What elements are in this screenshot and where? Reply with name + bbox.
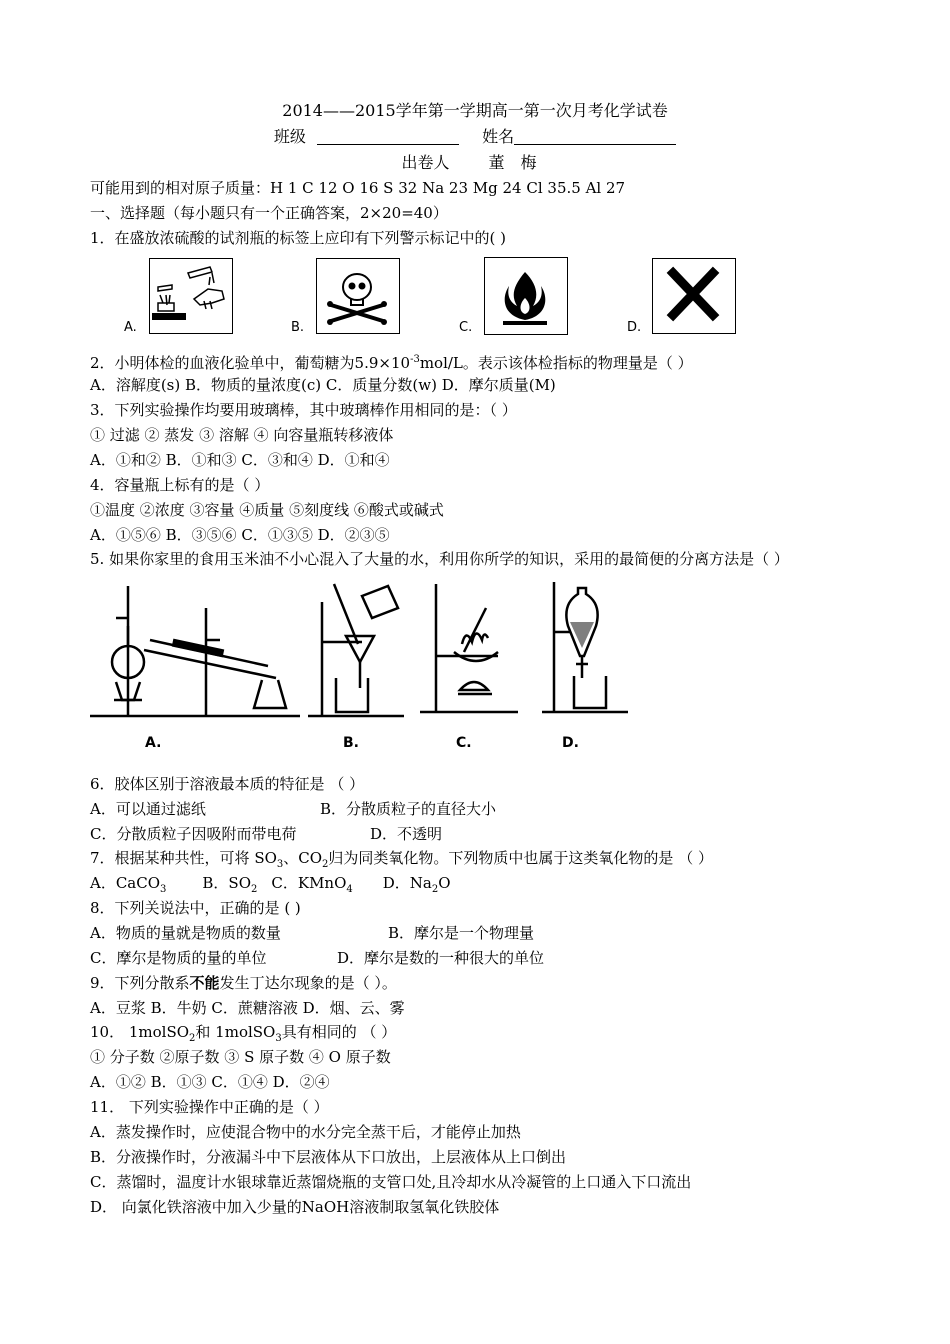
q7-sub: 3 xyxy=(276,859,284,870)
q7-option-d-tail: O xyxy=(438,874,451,892)
harmful-x-icon xyxy=(652,258,736,334)
corrosive-icon xyxy=(149,258,233,334)
q1-option-d: D. xyxy=(627,320,642,335)
filtration-apparatus-image xyxy=(306,578,406,723)
q11-option-a: A．蒸发操作时，应使混合物中的水分完全蒸干后，才能停止加热 xyxy=(90,1123,521,1141)
class-name-line xyxy=(0,126,950,148)
q9-stem xyxy=(90,973,397,993)
q5-option-d: D. xyxy=(562,735,579,751)
q8-option-c: C．摩尔是物质的量的单位 xyxy=(90,949,267,967)
q2-stem-pre: 2．小明体检的血液化验单中，葡萄糖为5.9×10 xyxy=(90,354,411,372)
q11-option-d: D． 向氯化铁溶液中加入少量的NaOH溶液制取氢氧化铁胶体 xyxy=(90,1198,500,1216)
q1-option-a: A. xyxy=(124,320,137,335)
q2-options: A．溶解度(s) B．物质的量浓度(c) C．质量分数(w) D．摩尔质量(M) xyxy=(90,376,556,394)
q11-option-b: B．分液操作时，分液漏斗中下层液体从下口放出，上层液体从上口倒出 xyxy=(90,1148,567,1166)
q8-stem: 8．下列关说法中，正确的是 ( ) xyxy=(90,899,301,917)
exam-title: 2014——2015学年第一学期高一第一次月考化学试卷 xyxy=(282,101,668,120)
q9-stem-bold: 不能 xyxy=(189,974,220,992)
q1-stem: 1．在盛放浓硫酸的试剂瓶的标签上应印有下列警示标记中的( ) xyxy=(90,229,507,247)
q6-option-b: B．分散质粒子的直径大小 xyxy=(320,800,497,818)
q8-option-a: A．物质的量就是物质的数量 xyxy=(90,924,281,942)
q6-option-d: D．不透明 xyxy=(370,825,443,843)
q10-stem-a: 10． 1molSO xyxy=(90,1023,190,1041)
q5-option-b: B. xyxy=(343,735,359,751)
q10-sub: 2 xyxy=(189,1033,196,1044)
q7-stem-b: 、CO xyxy=(283,849,323,867)
q3-options: A．①和② B．①和③ C．③和④ D．①和④ xyxy=(90,451,390,469)
q7-option-b: B．SO xyxy=(202,874,252,892)
q10-options: A．①② B．①③ C．①④ D．②④ xyxy=(90,1073,330,1091)
q1-option-b: B. xyxy=(291,320,305,335)
class-field[interactable] xyxy=(317,128,459,145)
q9-options: A．豆浆 B．牛奶 C．蔗糖溶液 D．烟、云、雾 xyxy=(90,999,405,1017)
q7-sub: 2 xyxy=(322,859,329,870)
author-label: 出卷人 xyxy=(401,153,450,172)
q3-stem: 3．下列实验操作均要用玻璃棒，其中玻璃棒作用相同的是：（ ） xyxy=(90,401,517,419)
author-name: 董 梅 xyxy=(488,153,537,172)
q7-stem xyxy=(90,848,713,875)
q7-stem-c: 归为同类氧化物。下列物质中也属于这类氧化物的是 （ ） xyxy=(328,849,713,867)
q7-sub: 2 xyxy=(431,884,439,895)
q6-stem: 6．胶体区别于溶液最本质的特征是 （ ） xyxy=(90,775,365,793)
atomic-masses: 可能用到的相对原子质量：H 1 C 12 O 16 S 32 Na 23 Mg 24 Cl 35.5 Al 27 xyxy=(90,179,626,197)
q8-option-d: D．摩尔是数的一种很大的单位 xyxy=(337,949,545,967)
q7-option-d: D．Na xyxy=(382,874,432,892)
q3-items: ① 过滤 ② 蒸发 ③ 溶解 ④ 向容量瓶转移液体 xyxy=(90,426,394,444)
q5-option-c: C. xyxy=(456,735,472,751)
q4-options: A．①⑤⑥ B．③⑤⑥ C．①③⑤ D．②③⑤ xyxy=(90,526,390,544)
q7-sub: 2 xyxy=(251,884,258,895)
class-label: 班级 xyxy=(273,127,306,146)
q11-stem: 11． 下列实验操作中正确的是（ ） xyxy=(90,1098,329,1116)
q4-items: ①温度 ②浓度 ③容量 ④质量 ⑤刻度线 ⑥酸式或碱式 xyxy=(90,501,444,519)
q10-items: ① 分子数 ②原子数 ③ S 原子数 ④ O 原子数 xyxy=(90,1048,391,1066)
q2-stem xyxy=(90,350,693,373)
q7-sub: 3 xyxy=(160,884,167,895)
q11-option-c: C．蒸馏时，温度计水银球靠近蒸馏烧瓶的支管口处,且冷却水从冷凝管的上口通入下口流出 xyxy=(90,1173,692,1191)
q9-stem-a: 9．下列分散系 xyxy=(90,974,190,992)
q6-option-a: A．可以通过滤纸 xyxy=(90,800,206,818)
q8-option-b: B．摩尔是一个物理量 xyxy=(388,924,535,942)
q6-option-c: C．分散质粒子因吸附而带电荷 xyxy=(90,825,297,843)
q4-stem: 4．容量瓶上标有的是（ ） xyxy=(90,476,270,494)
q1-option-c: C. xyxy=(459,320,473,335)
q10-stem xyxy=(90,1022,396,1049)
q2-exponent: -3 xyxy=(410,354,420,365)
q7-stem-a: 7．根据某种共性，可将 SO xyxy=(90,849,277,867)
q9-stem-b: 发生丁达尔现象的是（ ）。 xyxy=(219,974,397,992)
q5-stem: 5. 如果你家里的食用玉米油不小心混入了大量的水，利用你所学的知识，采用的最简便的分离方法是（ ） xyxy=(90,550,789,568)
q5-option-a: A. xyxy=(145,735,162,751)
evaporation-apparatus-image xyxy=(418,578,522,723)
flammable-flame-icon xyxy=(484,257,568,335)
q7-sub: 4 xyxy=(346,884,353,895)
distillation-apparatus-image xyxy=(88,578,303,723)
name-field[interactable] xyxy=(514,128,676,145)
q7-options xyxy=(90,873,451,900)
q7-option-a: A．CaCO xyxy=(90,874,161,892)
toxic-skull-icon xyxy=(316,258,400,334)
q7-option-c: C．KMnO xyxy=(271,874,347,892)
q10-stem-b: 和 1molSO xyxy=(195,1023,276,1041)
q10-sub: 3 xyxy=(275,1033,282,1044)
q10-stem-c: 具有相同的 （ ） xyxy=(281,1023,397,1041)
section-heading: 一、选择题（每小题只有一个正确答案，2×20=40） xyxy=(90,204,448,222)
name-label: 姓名 xyxy=(482,127,515,146)
separatory-funnel-apparatus-image xyxy=(540,578,636,723)
q2-stem-post: mol/L。表示该体检指标的物理量是（ ） xyxy=(419,354,693,372)
author-line xyxy=(0,152,944,174)
